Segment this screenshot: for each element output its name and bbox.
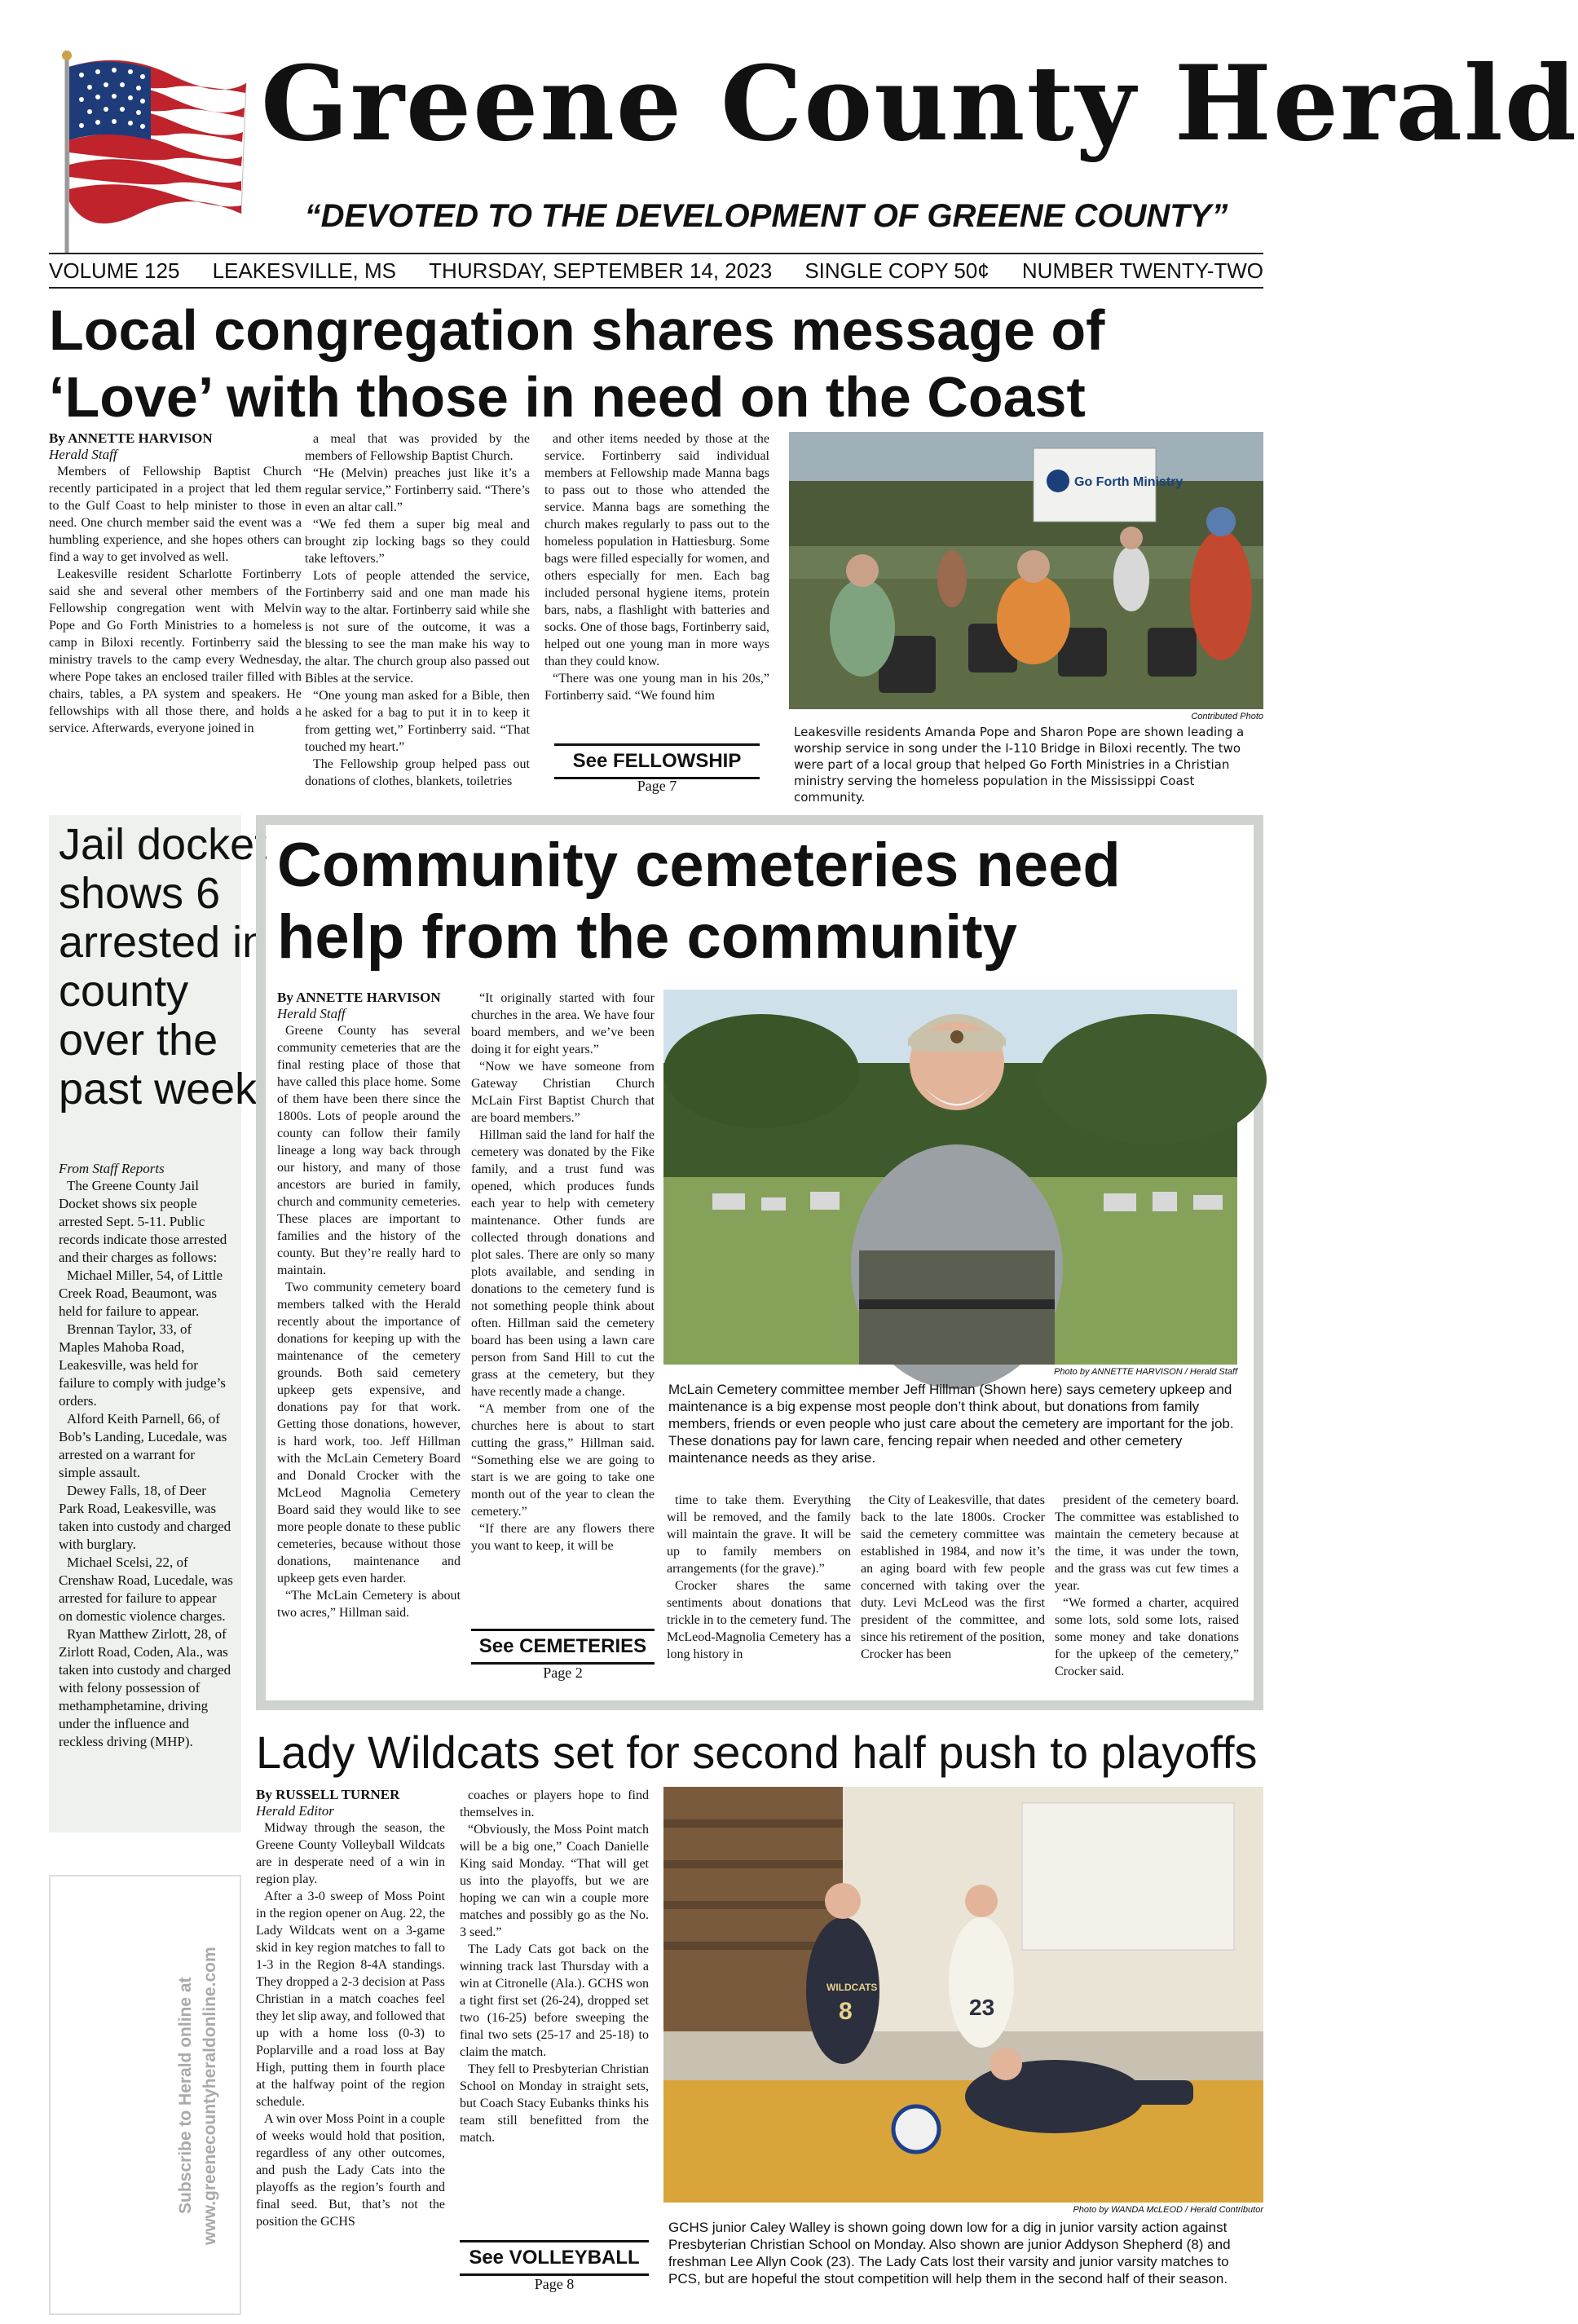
story2-byline-block — [277, 990, 461, 1022]
story1-col3 — [544, 430, 769, 740]
story1-byline-block — [49, 430, 302, 463]
story2-col2 — [471, 990, 655, 1622]
headline-line: over the — [59, 1016, 218, 1065]
paragraph: president of the cemetery board. The committee was established to maintain the cemetery because at the time, it was under the town, and the grass was cut few times a year. — [1055, 1493, 1239, 1593]
headline-line: Community cemeteries need — [277, 831, 1121, 900]
american-flag-icon — [49, 51, 246, 254]
story2-col3 — [667, 1492, 851, 1696]
paragraph: “The McLain Cemetery is about two acres,” Hillman said. — [277, 1589, 461, 1620]
paragraph: Hillman said the land for half the cemetery was donated by the Fike family, and a trust fund was opened, which produces funds each year to help with cemetery maintenance. Other funds are collected through donations and plot sales. There are only so many plots available, and sending in donations to the cemetery fund is not something people think about often. Hillman said the cemetery board has been using a lawn care person from Sand Hill to cut the grass at the cemetery, but they have recently made a change. — [471, 1128, 655, 1399]
paragraph: Lots of people attended the service, Fortinberry said and one man made his way to the altar. Fortinberry said while she is not sure of the outcome, it was a blessing to see the man make his way to the altar. The church group also passed out Bibles at the service. — [305, 569, 530, 686]
paragraph: Ryan Matthew Zirlott, 28, of Zirlott Road, Coden, Ala., was taken into custody and charged with felony possession of methamphetamine, driving under the influence and reckless driving (MHP). — [59, 1626, 231, 1749]
paragraph: “We formed a charter, acquired some lots, sold some lots, raised some money and take donations for the upkeep of the cemetery,” Crocker said. — [1055, 1596, 1239, 1678]
newspaper-title: Greene County Herald — [261, 43, 1578, 164]
jail-docket-text — [59, 1177, 233, 1829]
paragraph: Dewey Falls, 18, of Deer Park Road, Leakesville, was taken into custody and charged with burglary. — [59, 1483, 231, 1552]
volleyball-photo — [663, 1787, 1263, 2203]
story2-headline — [277, 830, 1247, 973]
paragraph: They fell to Presbyterian Christian School on Monday in straight sets, but Coach Stacy Eubanks thinks his team still benefitted from the match. — [460, 2062, 649, 2145]
story3-headline: Lady Wildcats set for second half push to playoffs — [256, 1726, 1258, 1778]
paragraph: Greene County has several community cemeteries that are the final resting place of those that have called this place home. Some of them have been there since the 1800s. Lots of people around the county can follow their family lineage a long way back through our history, and many of those ancestors are buried in family, church and community cemeteries. These places are important to families and the history of the county. But they’re really hard to maintain. — [277, 1024, 461, 1277]
masthead-rule-bottom — [49, 287, 1263, 289]
jersey-text: WILDCATS — [826, 1982, 878, 1993]
story3-byline-block — [256, 1787, 445, 1819]
story2-caption: McLain Cemetery committee member Jeff Hillman (Shown here) says cemetery upkeep and maintenance is a big expense most people don’t think about, but donations from family members, friends or even people who just care about the cemetery are important for the job. These donations pay for lawn care, fencing repair when needed and other cemetery maintenance needs as they arise. — [668, 1382, 1234, 1466]
paragraph: After a 3-0 sweep of Moss Point in the region opener on Aug. 22, the Lady Wildcats went on a 3-game skid in key region matches to fall to 1-3 in the Region 8-4A standings. They dropped a 2-3 decision at Pass Christian in a match coaches feel they let slip away, and followed that up with a home loss (0-3) to Poplarville and a road loss at Bay High, putting them in fourth place at the halfway point of the region schedule. — [256, 1890, 445, 2109]
story2-byline: By ANNETTE HARVISON — [277, 990, 441, 1005]
story3-col1 — [256, 1819, 445, 2317]
headline-line: past week — [59, 1065, 258, 1113]
story2-photo-credit: Photo by ANNETTE HARVISON / Herald Staff — [1054, 1367, 1237, 1377]
headline-line: help from the community — [277, 902, 1017, 972]
paragraph: Alford Keith Parnell, 66, of Bob’s Landing, Lucedale, was arrested on a warrant for simple assault. — [59, 1411, 227, 1480]
paragraph: “One young man asked for a Bible, then he asked for a bag to put it in to keep it from getting wet,” Fortinberry said. “That touched my heart.” — [305, 689, 530, 754]
paragraph: Members of Fellowship Baptist Church recently participated in a project that led them to the Gulf Coast to help minister to those in need. One church member said the event was a humbling experience, and she hopes others can find a way to get involved as well. — [49, 465, 302, 564]
paragraph: “Obviously, the Moss Point match will be a big one,” Coach Danielle King said Monday. “That will get us into the playoffs, but we are hoping we can win a couple more matches and possibly go as the No. 3 seed.” — [460, 1823, 649, 1939]
paragraph: Crocker shares the same sentiments about donations that trickle in to the cemetery fund. The McLeod-Magnolia Cemetery has a long history in — [667, 1579, 851, 1661]
subscribe-url[interactable]: www.greenecountyheraldonline.com — [201, 1947, 219, 2245]
paragraph: a meal that was provided by the members of Fellowship Baptist Church. — [305, 432, 530, 463]
story2-col4 — [861, 1492, 1045, 1696]
story3-byline: By RUSSELL TURNER — [256, 1787, 400, 1802]
paragraph: Michael Scelsi, 22, of Crenshaw Road, Lucedale, was arrested for failure to appear on domestic violence charges. — [59, 1554, 233, 1624]
see-volleyball-page: Page 8 — [534, 2276, 575, 2292]
story1-col1 — [49, 463, 302, 797]
paragraph: “It originally started with four churches in the area. We have four board members, and we’ve been doing it for eight years.” — [471, 991, 655, 1056]
paragraph: “Now we have someone from Gateway Christian Church McLain First Baptist Church that are board members.” — [471, 1060, 655, 1125]
story1-byline: By ANNETTE HARVISON — [49, 430, 213, 446]
paragraph: Brennan Taylor, 33, of Maples Mahoba Road, Leakesville, was held for failure to comply with judge’s orders. — [59, 1321, 226, 1409]
jersey-number-23: 23 — [969, 1995, 995, 2020]
story1-headline: Local congregation shares message of ‘Love’ with those in need on the Coast — [49, 298, 1105, 429]
folio-line — [49, 254, 1263, 287]
jail-docket-source: From Staff Reports — [59, 1161, 165, 1176]
story1-staff: Herald Staff — [49, 447, 117, 462]
issue-number: NUMBER TWENTY-TWO — [1021, 258, 1263, 283]
paragraph: and other items needed by those at the service. Fortinberry said individual members at Fellowship made Manna bags to pass out to those who attended the service. Manna bags are something the church makes regularly to pass out to the homeless population in Hattiesburg. Some bags were filled especially for women, and others especially for men. Each bag included personal hygiene items, protein bars, nabs, a flashlight with batteries and socks. One of those bags, Fortinberry said, helped out one young man in more ways than they could know. — [544, 432, 769, 668]
paragraph: Leakesville resident Scharlotte Fortinberry said she and several other members of the Fellowship congregation went with Melvin Pope and Go Forth Ministries to a homeless camp in Biloxi recently. Fortinberry said the ministry travels to the camp every Wednesday, where Pope takes an enclosed trailer filled with chairs, tables, a PA system and speakers. He fellowships with all those there, and holds a service. Afterwards, everyone joined in — [49, 567, 302, 735]
jail-docket-headline — [59, 820, 267, 1113]
paragraph: the City of Leakesville, that dates back to the late 1800s. Crocker said the cemetery committee was established in 1984, and now it’s an aging board with few people concerned with taking over the duty. Levi McLeod was the first president of the committee, and since his retirement of the position, Crocker has been — [861, 1493, 1045, 1661]
headline-line: county — [59, 967, 189, 1016]
subscribe-line1: Subscribe to Herald online at — [176, 1977, 195, 2215]
paragraph: coaches or players hope to find themselves in. — [460, 1788, 649, 1819]
paragraph: “A member from one of the churches here is about to start cutting the grass,” Hillman said. “Something else we are going to start is we are going to take one month out of the year to clean the cemetery.” — [471, 1402, 655, 1519]
see-volleyball-link[interactable]: See VOLLEYBALL — [460, 2240, 649, 2276]
cemetery-board-member-photo — [663, 990, 1237, 1365]
headline-line: Jail docket — [59, 820, 267, 869]
jersey-number-8: 8 — [839, 1998, 853, 2025]
story2-col5 — [1055, 1492, 1239, 1696]
paragraph: A win over Moss Point in a couple of weeks would hold that position, regardless of any other outcomes, and push the Lady Cats into the playoffs as the region’s fourth and final seed. But, that’s not the position the GCHS — [256, 2112, 445, 2229]
story1-photo-credit: Contributed Photo — [1191, 712, 1263, 721]
paragraph: “We fed them a super big meal and brought zip locking bags so they could take leftovers.” — [305, 518, 530, 566]
story2-col1 — [277, 1022, 461, 1691]
story2-staff: Herald Staff — [277, 1006, 346, 1021]
volume: VOLUME 125 — [49, 258, 180, 283]
price: SINGLE COPY 50¢ — [804, 258, 990, 283]
story3-col2 — [460, 1787, 649, 2235]
paragraph: “If there are any flowers there you want to keep, it will be — [471, 1522, 655, 1553]
paragraph: The Fellowship group helped pass out donations of clothes, blankets, toiletries — [305, 757, 530, 788]
see-fellowship-link[interactable]: See FELLOWSHIP — [554, 743, 760, 779]
tagline: “DEVOTED TO THE DEVELOPMENT OF GREENE COUNTY” — [304, 198, 1228, 234]
see-cemeteries-link[interactable]: See CEMETERIES — [471, 1629, 655, 1665]
jail-docket-sidebar — [49, 815, 267, 1832]
paragraph: time to take them. Everything will be removed, and the family will maintain the grave. It will be up to family members on arrangements (for the grave).” — [667, 1493, 851, 1576]
story1-caption: Leakesville residents Amanda Pope and Sharon Pope are shown leading a worship service in song under the I-110 Bridge in Biloxi recently. The two were part of a local group that helped Go Forth Ministries in a Christian ministry serving the homeless population in the Mississippi Coast community. — [794, 725, 1245, 805]
photo-banner-text: Go Forth Ministry — [1074, 475, 1184, 489]
issue-date: THURSDAY, SEPTEMBER 14, 2023 — [429, 258, 773, 283]
paragraph: Two community cemetery board members talked with the Herald recently about the importance of donations for keeping up with the maintenance of the cemetery grounds. Both said cemetery upkeep gets expensive, and donations pay for that work. Getting those donations, however, is hard work, too. Jeff Hillman with the McLain Cemetery Board and Donald Crocker with the McLeod Magnolia Cemetery Board said they would like to see more people donate to these public cemeteries, because without those donations, maintenance and upkeep gets even harder. — [277, 1281, 461, 1585]
paragraph: Michael Miller, 54, of Little Creek Road, Beaumont, was held for failure to appear. — [59, 1268, 223, 1319]
see-fellowship-page: Page 7 — [637, 778, 677, 794]
headline-line: arrested in — [59, 918, 267, 967]
paragraph: “There was one young man in his 20s,” Fortinberry said. “We found him — [544, 672, 769, 703]
location: LEAKESVILLE, MS — [212, 258, 397, 283]
story3-photo-credit: Photo by WANDA McLEOD / Herald Contributor — [1073, 2205, 1263, 2215]
story1-col2 — [305, 430, 530, 797]
story3-caption: GCHS junior Caley Walley is shown going down low for a dig in junior varsity action against Presbyterian Christian School on Monday. Also shown are junior Addyson Shepherd (8) and freshman Lee Allyn Cook (23). The Lady Cats lost their varsity and junior varsity matches to PCS, but are hopeful the stout competition will help them in the second half of their season. — [668, 2220, 1231, 2287]
paragraph: The Lady Cats got back on the winning track last Thursday with a win at Citronelle (Ala.). GCHS won a tight first set (26-24), dropped set two (16-25) before sweeping the final two sets (25-17 and 25-18) to claim the match. — [460, 1943, 649, 2059]
headline-line: shows 6 — [59, 869, 221, 918]
story3-staff: Herald Editor — [256, 1803, 334, 1819]
paragraph: Midway through the season, the Greene County Volleyball Wildcats are in desperate need of a win in region play. — [256, 1821, 445, 1886]
see-cemeteries-page: Page 2 — [543, 1665, 583, 1681]
paragraph: The Greene County Jail Docket shows six people arrested Sept. 5-11. Public records indicate those arrested and their charges as follows: — [59, 1178, 227, 1265]
worship-service-photo — [789, 432, 1263, 709]
paragraph: “He (Melvin) preaches just like it’s a regular service,” Fortinberry said. “There’s even an altar call.” — [305, 466, 530, 514]
